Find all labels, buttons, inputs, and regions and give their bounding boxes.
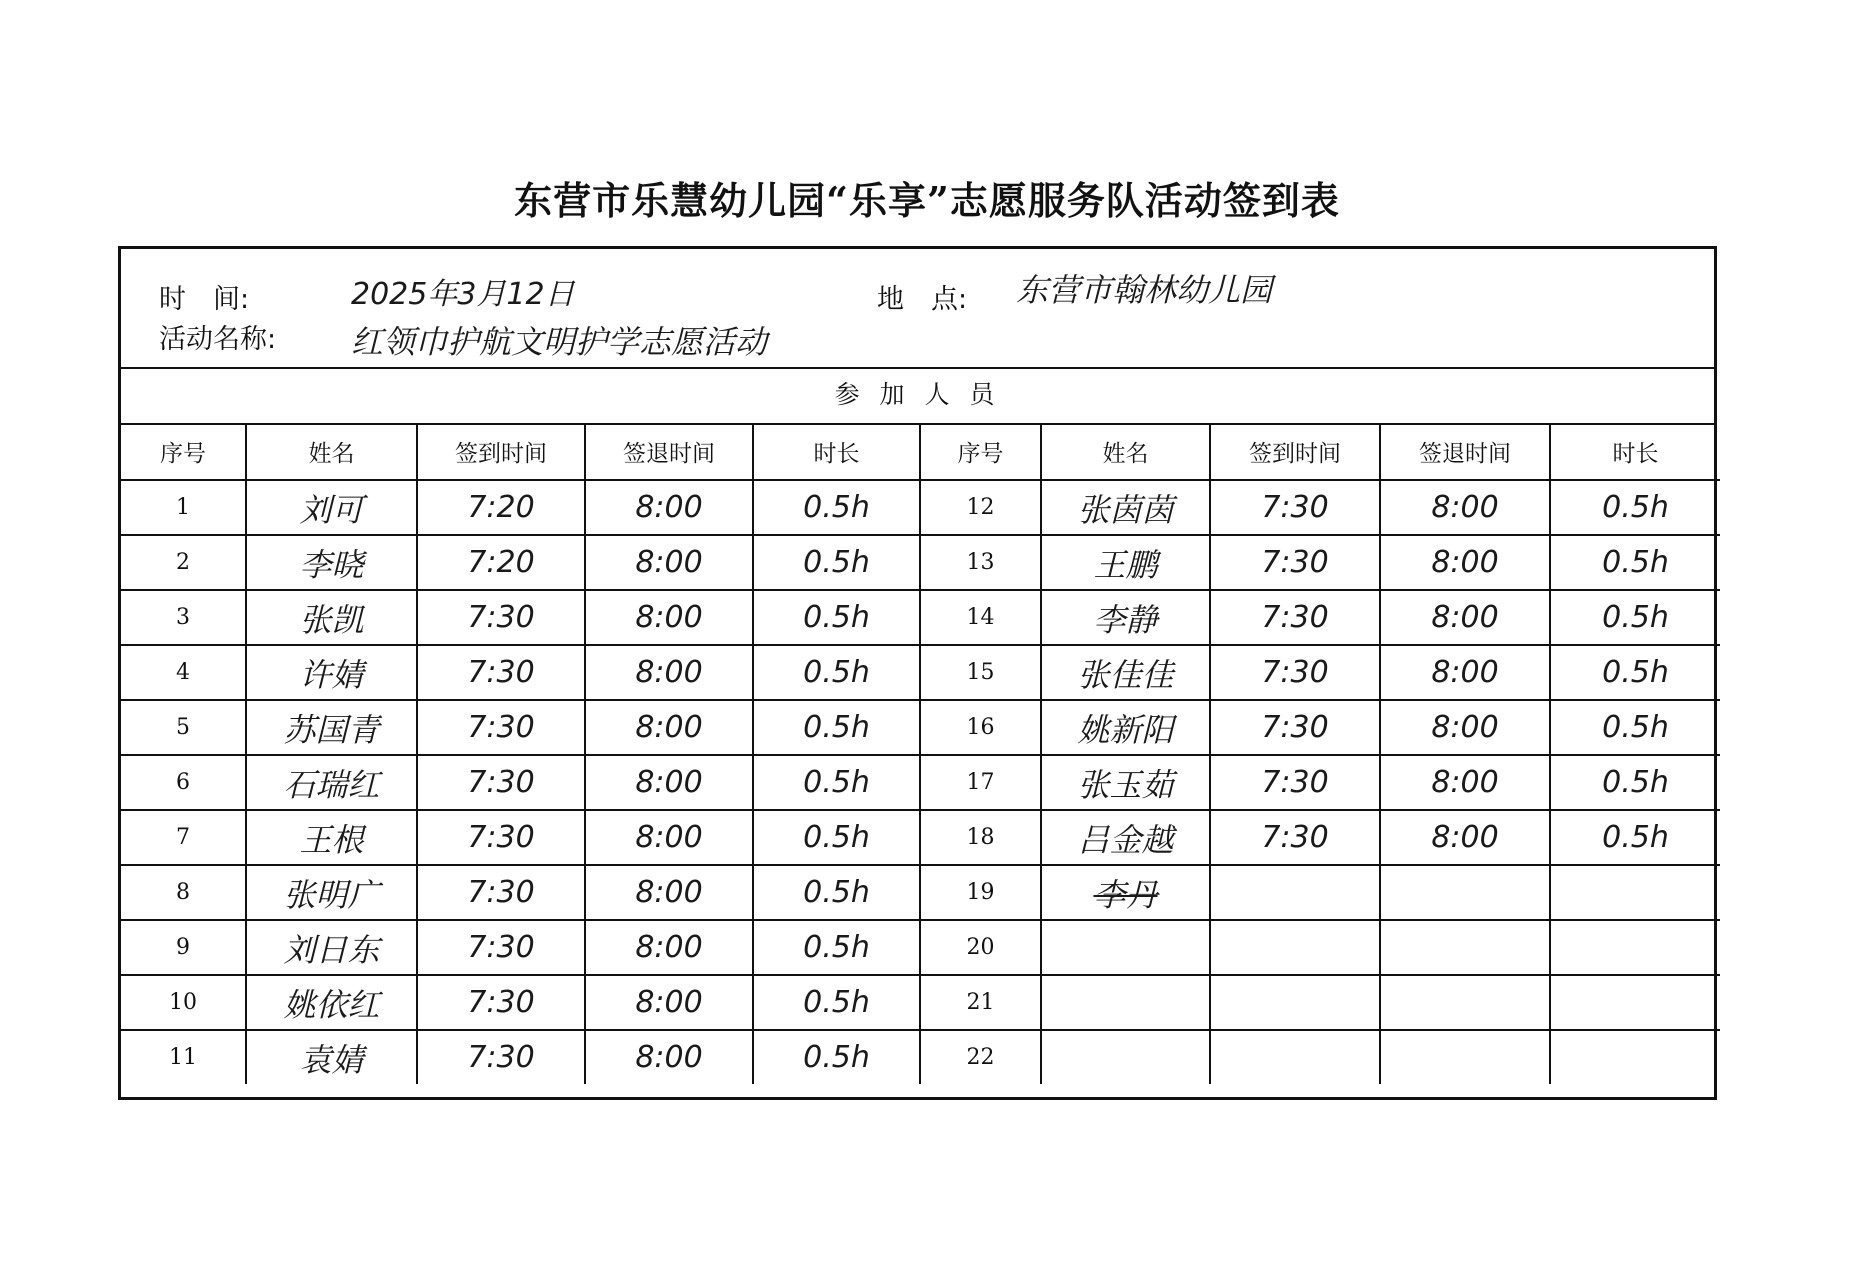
signout-time: 8:00 bbox=[1380, 755, 1550, 810]
signout-time: 8:00 bbox=[1380, 810, 1550, 865]
time-label: 时 间: bbox=[159, 284, 250, 315]
signin-time: 7:30 bbox=[417, 975, 585, 1030]
place-label: 地 点: bbox=[877, 284, 968, 315]
signin-time: 7:30 bbox=[1210, 700, 1380, 755]
signout-time: 8:00 bbox=[585, 480, 753, 535]
duration: 0.5h bbox=[1550, 755, 1720, 810]
signout-time bbox=[1380, 975, 1550, 1030]
duration: 0.5h bbox=[753, 865, 920, 920]
duration: 0.5h bbox=[753, 700, 920, 755]
table-header-row bbox=[121, 423, 1720, 480]
signout-time: 8:00 bbox=[585, 590, 753, 645]
activity-info bbox=[121, 249, 1714, 369]
duration: 0.5h bbox=[753, 1030, 920, 1084]
activity-value: 红领巾护航文明护学志愿活动 bbox=[351, 323, 768, 361]
duration: 0.5h bbox=[1550, 590, 1720, 645]
participant-name: 吕金越 bbox=[1041, 810, 1210, 865]
signin-time: 7:30 bbox=[1210, 755, 1380, 810]
duration: 0.5h bbox=[753, 975, 920, 1030]
participant-name: 刘可 bbox=[246, 480, 417, 535]
participant-name: 袁婧 bbox=[246, 1030, 417, 1084]
row-number: 19 bbox=[920, 865, 1041, 920]
table-row bbox=[121, 480, 1720, 535]
signout-time: 8:00 bbox=[585, 755, 753, 810]
participant-name: 刘日东 bbox=[246, 920, 417, 975]
signin-time: 7:30 bbox=[417, 645, 585, 700]
row-number: 5 bbox=[121, 700, 246, 755]
duration: 0.5h bbox=[1550, 480, 1720, 535]
participant-name bbox=[1041, 1030, 1210, 1084]
col-header-no: 序号 bbox=[121, 423, 246, 480]
duration: 0.5h bbox=[1550, 645, 1720, 700]
row-number: 18 bbox=[920, 810, 1041, 865]
duration: 0.5h bbox=[753, 535, 920, 590]
duration: 0.5h bbox=[753, 920, 920, 975]
table-row bbox=[121, 865, 1720, 920]
signin-time: 7:30 bbox=[417, 590, 585, 645]
col-header-signout-2: 签退时间 bbox=[1380, 423, 1550, 480]
table-row bbox=[121, 535, 1720, 590]
participant-name: 张茵茵 bbox=[1041, 480, 1210, 535]
row-number: 11 bbox=[121, 1030, 246, 1084]
participants-heading: 参 加 人 员 bbox=[121, 367, 1714, 425]
participant-name bbox=[1041, 920, 1210, 975]
signin-time: 7:30 bbox=[1210, 590, 1380, 645]
participant-name: 王根 bbox=[246, 810, 417, 865]
row-number: 10 bbox=[121, 975, 246, 1030]
signin-time: 7:30 bbox=[417, 1030, 585, 1084]
table-row bbox=[121, 645, 1720, 700]
participant-name bbox=[1041, 975, 1210, 1030]
row-number: 3 bbox=[121, 590, 246, 645]
signout-time: 8:00 bbox=[585, 920, 753, 975]
row-number: 12 bbox=[920, 480, 1041, 535]
participant-name: 石瑞红 bbox=[246, 755, 417, 810]
signin-time: 7:30 bbox=[1210, 535, 1380, 590]
duration bbox=[1550, 920, 1720, 975]
row-number: 17 bbox=[920, 755, 1041, 810]
row-number: 16 bbox=[920, 700, 1041, 755]
signout-time: 8:00 bbox=[585, 700, 753, 755]
signout-time: 8:00 bbox=[585, 865, 753, 920]
signin-time: 7:30 bbox=[417, 755, 585, 810]
table-row bbox=[121, 590, 1720, 645]
participant-name: 许婧 bbox=[246, 645, 417, 700]
signout-time: 8:00 bbox=[585, 810, 753, 865]
participant-name: 李丹 bbox=[1041, 865, 1210, 920]
signin-time: 7:30 bbox=[417, 810, 585, 865]
participant-name: 张明广 bbox=[246, 865, 417, 920]
row-number: 15 bbox=[920, 645, 1041, 700]
row-number: 14 bbox=[920, 590, 1041, 645]
signout-time: 8:00 bbox=[1380, 700, 1550, 755]
duration: 0.5h bbox=[753, 480, 920, 535]
table-row bbox=[121, 920, 1720, 975]
duration bbox=[1550, 1030, 1720, 1084]
row-number: 7 bbox=[121, 810, 246, 865]
participant-name: 李静 bbox=[1041, 590, 1210, 645]
row-number: 22 bbox=[920, 1030, 1041, 1084]
col-header-no-2: 序号 bbox=[920, 423, 1041, 480]
col-header-duration-2: 时长 bbox=[1550, 423, 1720, 480]
col-header-signin-2: 签到时间 bbox=[1210, 423, 1380, 480]
col-header-name-2: 姓名 bbox=[1041, 423, 1210, 480]
row-number: 9 bbox=[121, 920, 246, 975]
signout-time bbox=[1380, 865, 1550, 920]
row-number: 8 bbox=[121, 865, 246, 920]
row-number: 21 bbox=[920, 975, 1041, 1030]
participant-name: 王鹏 bbox=[1041, 535, 1210, 590]
row-number: 2 bbox=[121, 535, 246, 590]
signin-time: 7:20 bbox=[417, 535, 585, 590]
table-row bbox=[121, 810, 1720, 865]
row-number: 4 bbox=[121, 645, 246, 700]
row-number: 6 bbox=[121, 755, 246, 810]
duration bbox=[1550, 865, 1720, 920]
signin-time bbox=[1210, 865, 1380, 920]
form-title: 东营市乐慧幼儿园“乐享”志愿服务队活动签到表 bbox=[514, 178, 1340, 223]
signin-time bbox=[1210, 975, 1380, 1030]
signin-time: 7:30 bbox=[1210, 810, 1380, 865]
participant-name: 李晓 bbox=[246, 535, 417, 590]
col-header-signout: 签退时间 bbox=[585, 423, 753, 480]
duration: 0.5h bbox=[753, 755, 920, 810]
signin-time: 7:30 bbox=[417, 920, 585, 975]
duration: 0.5h bbox=[753, 590, 920, 645]
signout-time: 8:00 bbox=[1380, 480, 1550, 535]
signin-time: 7:30 bbox=[1210, 645, 1380, 700]
participants-table bbox=[121, 423, 1720, 1084]
signout-time: 8:00 bbox=[585, 645, 753, 700]
signout-time: 8:00 bbox=[1380, 645, 1550, 700]
signout-time: 8:00 bbox=[585, 975, 753, 1030]
participant-name: 张佳佳 bbox=[1041, 645, 1210, 700]
activity-label: 活动名称: bbox=[159, 324, 277, 355]
table-row bbox=[121, 755, 1720, 810]
participant-name: 姚依红 bbox=[246, 975, 417, 1030]
duration bbox=[1550, 975, 1720, 1030]
signout-time: 8:00 bbox=[1380, 590, 1550, 645]
col-header-name: 姓名 bbox=[246, 423, 417, 480]
signout-time: 8:00 bbox=[1380, 535, 1550, 590]
signout-time: 8:00 bbox=[585, 1030, 753, 1084]
duration: 0.5h bbox=[1550, 700, 1720, 755]
duration: 0.5h bbox=[1550, 535, 1720, 590]
duration: 0.5h bbox=[1550, 810, 1720, 865]
participant-name: 张凯 bbox=[246, 590, 417, 645]
table-row bbox=[121, 1030, 1720, 1084]
signin-time: 7:30 bbox=[417, 700, 585, 755]
signin-time bbox=[1210, 1030, 1380, 1084]
signout-time bbox=[1380, 920, 1550, 975]
signin-sheet bbox=[118, 246, 1717, 1100]
signout-time: 8:00 bbox=[585, 535, 753, 590]
signin-time: 7:20 bbox=[417, 480, 585, 535]
place-value: 东营市翰林幼儿园 bbox=[1016, 271, 1273, 309]
participant-name: 苏国青 bbox=[246, 700, 417, 755]
col-header-duration: 时长 bbox=[753, 423, 920, 480]
signout-time bbox=[1380, 1030, 1550, 1084]
table-row bbox=[121, 975, 1720, 1030]
signin-time: 7:30 bbox=[417, 865, 585, 920]
col-header-signin: 签到时间 bbox=[417, 423, 585, 480]
time-value: 2025年3月12日 bbox=[351, 277, 575, 312]
signin-time bbox=[1210, 920, 1380, 975]
participant-name: 姚新阳 bbox=[1041, 700, 1210, 755]
row-number: 13 bbox=[920, 535, 1041, 590]
signin-time: 7:30 bbox=[1210, 480, 1380, 535]
table-row bbox=[121, 700, 1720, 755]
duration: 0.5h bbox=[753, 810, 920, 865]
participant-name: 张玉茹 bbox=[1041, 755, 1210, 810]
row-number: 20 bbox=[920, 920, 1041, 975]
duration: 0.5h bbox=[753, 645, 920, 700]
row-number: 1 bbox=[121, 480, 246, 535]
